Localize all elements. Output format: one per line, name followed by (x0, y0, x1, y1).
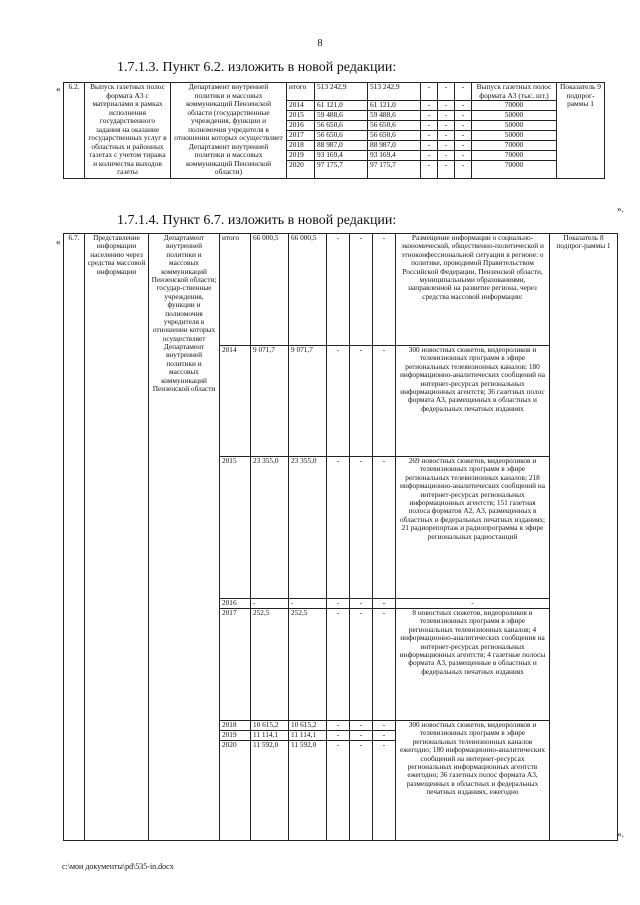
amount-total: 513 242,9 (315, 83, 368, 101)
amount-municipal: - (438, 83, 455, 101)
amount-federal: - (421, 131, 438, 141)
result-description: 300 новостных сюжетов, видеороликов и телевизионных программ в эфире региональных телевизионных каналов ежегодно; 180 информационно-аналитических сообщений на интернет-ресурсах региональных информационных агентств ежегодно; 36 газетных полос формата А3, размещенных в областных и федеральных печатных изданиях, ежегодно (396, 721, 550, 841)
amount-federal: - (421, 111, 438, 121)
target-value: 50000 (472, 111, 557, 121)
amount-other: - (455, 121, 472, 131)
item-name: Выпуск газетных полос формата А3 с материалами в рамках исполнения государственного задания на оказание государственных услуг в областных и районных газетах с учетом тиража и количества выходов газеты (85, 83, 171, 179)
amount-municipal: - (438, 121, 455, 131)
amount-other: - (455, 111, 472, 121)
item-executor: Департамент внутренней политики и массовых коммуникаций Пензенской области (государственные учреждения, функции и полномочия учредителя в отношении которых осуществляет Департамент внутренней политики и массовых коммуникаций Пензенской области) (171, 83, 287, 179)
amount-municipal: - (350, 234, 373, 346)
year-cell: 2018 (287, 141, 315, 151)
item-number: 6.7. (64, 234, 85, 841)
item-name: Представление информации населению через средства массовой информации (85, 234, 149, 841)
amount-federal: - (327, 609, 350, 721)
amount-total: 11 592,0 (251, 741, 289, 841)
amount-federal: - (327, 234, 350, 346)
year-cell: итого (220, 234, 251, 346)
amount-federal: - (421, 101, 438, 111)
amount-other: - (455, 131, 472, 141)
amount-municipal: - (350, 731, 373, 741)
amount-municipal: - (350, 346, 373, 457)
amount-regional: 61 121,0 (368, 101, 421, 111)
amount-regional: 23 355,0 (289, 457, 327, 599)
amount-federal: - (421, 161, 438, 179)
year-cell: 2018 (220, 721, 251, 731)
amount-other: - (373, 721, 396, 731)
section-heading-6-2: 1.7.1.3. Пункт 6.2. изложить в новой редакции: (117, 60, 397, 75)
amount-total: 93 169,4 (315, 151, 368, 161)
amount-total: 97 175,7 (315, 161, 368, 179)
amount-regional: 59 488,6 (368, 111, 421, 121)
amount-regional: - (289, 599, 327, 609)
year-cell: 2014 (287, 101, 315, 111)
section-heading-6-7: 1.7.1.4. Пункт 6.7. изложить в новой редакции: (117, 213, 397, 228)
target-value: 70000 (472, 101, 557, 111)
amount-total: - (251, 599, 289, 609)
amount-municipal: - (350, 457, 373, 599)
amount-total: 61 121,0 (315, 101, 368, 111)
amount-regional: 513 242,9 (368, 83, 421, 101)
amount-other: - (373, 599, 396, 609)
table-item-6-7 (63, 233, 618, 841)
amount-other: - (373, 731, 396, 741)
amount-regional: 10 615,2 (289, 721, 327, 731)
amount-total: 56 650,6 (315, 121, 368, 131)
target-value: 70000 (472, 151, 557, 161)
amount-regional: 11 114,1 (289, 731, 327, 741)
year-cell: 2014 (220, 346, 251, 457)
amount-total: 88 987,0 (315, 141, 368, 151)
amount-other: - (373, 457, 396, 599)
amount-federal: - (327, 599, 350, 609)
year-cell: 2020 (220, 741, 251, 841)
indicator-ref: Показатель 8 подпрог-раммы 1 (550, 234, 618, 841)
indicator-ref: Показатель 9 подпрог-раммы 1 (557, 83, 605, 179)
amount-municipal: - (438, 151, 455, 161)
footer-file-path: c:\мои документы\pd\535-in.docx (62, 862, 174, 871)
table-row (64, 234, 618, 346)
year-cell: 2019 (287, 151, 315, 161)
amount-total: 23 355,0 (251, 457, 289, 599)
amount-federal: - (327, 346, 350, 457)
amount-municipal: - (438, 161, 455, 179)
amount-municipal: - (350, 609, 373, 721)
amount-total: 59 488,6 (315, 111, 368, 121)
year-cell: итого (287, 83, 315, 101)
amount-total: 9 071,7 (251, 346, 289, 457)
target-value: 50000 (472, 131, 557, 141)
amount-total: 10 615,2 (251, 721, 289, 731)
amount-municipal: - (350, 599, 373, 609)
result-description: 8 новостных сюжетов, видеороликов и телевизионных программ в эфире региональных телевизионных каналов; 4 информационно-аналитических сообщения на интернет-ресурсах региональных информационных агентств; 4 газетные полосы формата А3, размещенные в областных и федеральных печатных изданиях (396, 609, 550, 721)
year-cell: 2017 (287, 131, 315, 141)
amount-regional: 66 000,5 (289, 234, 327, 346)
amount-total: 252,5 (251, 609, 289, 721)
amount-regional: 97 175,7 (368, 161, 421, 179)
amount-total: 56 650,6 (315, 131, 368, 141)
open-quote: « (56, 84, 61, 94)
amount-other: - (373, 234, 396, 346)
table-item-6-2 (63, 82, 605, 179)
year-cell: 2017 (220, 609, 251, 721)
amount-other: - (455, 101, 472, 111)
amount-municipal: - (438, 131, 455, 141)
year-cell: 2016 (220, 599, 251, 609)
amount-regional: 88 987,0 (368, 141, 421, 151)
result-description: 269 новостных сюжетов, видеороликов и телевизионных программ в эфире региональных телевизионных каналов; 218 информационно-аналитических сообщений на интернет-ресурсах региональных информационных агентств; 151 газетная полоса форматов А2, А3, размещенных в областных и федеральных печатных изданиях; 21 радиорепортаж и радиопрограмма в эфире региональных радиостанций (396, 457, 550, 599)
amount-federal: - (421, 83, 438, 101)
amount-municipal: - (438, 111, 455, 121)
table-row (64, 83, 605, 101)
amount-federal: - (327, 731, 350, 741)
amount-regional: 93 169,4 (368, 151, 421, 161)
amount-regional: 56 650,6 (368, 121, 421, 131)
year-cell: 2016 (287, 121, 315, 131)
amount-total: 11 114,1 (251, 731, 289, 741)
close-quote: ». (617, 829, 624, 839)
amount-other: - (455, 83, 472, 101)
close-quote: ». (617, 204, 624, 214)
amount-federal: - (421, 151, 438, 161)
amount-municipal: - (350, 741, 373, 841)
amount-municipal: - (350, 721, 373, 731)
amount-other: - (373, 346, 396, 457)
amount-municipal: - (438, 101, 455, 111)
year-cell: 2020 (287, 161, 315, 179)
amount-federal: - (327, 457, 350, 599)
amount-regional: 11 592,0 (289, 741, 327, 841)
year-cell: 2015 (287, 111, 315, 121)
year-cell: 2019 (220, 731, 251, 741)
result-description: 300 новостных сюжетов, видеороликов и телевизионных программ в эфире региональных телевизионных каналов; 180 информационно-аналитических сообщений на интернет-ресурсах региональных информационных агентств; 36 газетных полос формата А3, размещенных в областных и федеральных печатных изданиях (396, 346, 550, 457)
amount-other: - (373, 609, 396, 721)
amount-other: - (455, 141, 472, 151)
result-description: - (396, 599, 550, 609)
amount-total: 66 000,5 (251, 234, 289, 346)
result-description: Размещение информации о социально-экономической, общественно-политической и этноконфессиональной ситуации в регионе: о политике, проводимой Правительством Российской Федерации, Пензенской области, муниципальными образованиями, направленной на развитие региона, через средства массовой информации: (396, 234, 550, 346)
amount-federal: - (327, 741, 350, 841)
item-number: 6.2. (64, 83, 85, 179)
amount-municipal: - (438, 141, 455, 151)
amount-other: - (373, 741, 396, 841)
amount-federal: - (421, 141, 438, 151)
target-value: 50000 (472, 121, 557, 131)
amount-regional: 252,5 (289, 609, 327, 721)
target-value: 70000 (472, 141, 557, 151)
amount-regional: 9 071,7 (289, 346, 327, 457)
amount-federal: - (421, 121, 438, 131)
target-value: 70000 (472, 161, 557, 179)
amount-regional: 56 650,6 (368, 131, 421, 141)
amount-other: - (455, 151, 472, 161)
page-number: 8 (317, 38, 323, 49)
item-executor: Департамент внутренней политики и массовых коммуникаций Пензенской области; государ-ственные учреждения, функции и полномочия учредителя в отношении которых осуществляет Департамент внутренней политики и массовых коммуникаций Пензенской области (149, 234, 220, 841)
amount-other: - (455, 161, 472, 179)
open-quote: « (56, 237, 61, 247)
year-cell: 2015 (220, 457, 251, 599)
amount-federal: - (327, 721, 350, 731)
result-description: Выпуск газетных полос формата А3 (тыс. шт.) (472, 83, 557, 101)
